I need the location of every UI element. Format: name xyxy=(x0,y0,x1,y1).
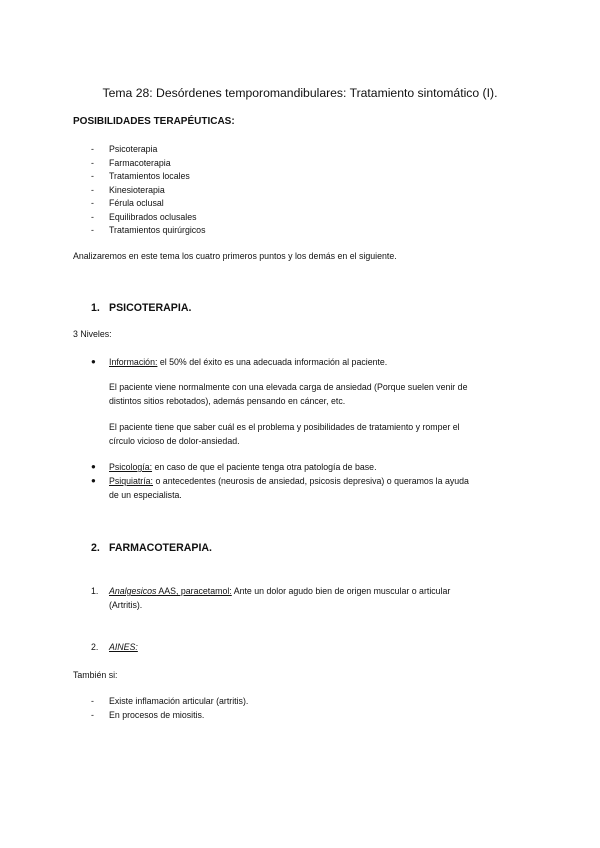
dash-marker: - xyxy=(91,157,94,168)
item-number: 1. xyxy=(91,586,99,596)
section-number: 1. xyxy=(91,302,100,314)
bullet-marker: ● xyxy=(91,357,96,366)
list-item xyxy=(91,708,205,722)
analgesicos-italic: Analgesicos xyxy=(109,586,157,596)
list-item-text: Existe inflamación articular (artritis). xyxy=(109,696,249,706)
list-item xyxy=(91,169,190,183)
section-title: FARMACOTERAPIA. xyxy=(109,542,212,554)
dash-marker: - xyxy=(91,710,94,720)
psiquiatria-text: o antecedentes (neurosis de ansiedad, psicosis depresiva) o queramos la ayuda xyxy=(153,476,469,486)
psiquiatria-label: Psiquiatría: xyxy=(109,476,154,486)
list-item-text: Kinesioterapia xyxy=(109,184,165,195)
section-title: PSICOTERAPIA. xyxy=(109,302,192,314)
list-item xyxy=(91,156,171,170)
list-item-text: Férula oclusal xyxy=(109,198,164,208)
dash-marker: - xyxy=(91,225,94,235)
paragraph-line: (Artritis). xyxy=(109,600,143,610)
dash-marker: - xyxy=(91,198,94,208)
informacion-label: Información: xyxy=(109,357,158,367)
niveles-label: 3 Niveles: xyxy=(73,329,112,339)
list-item-text: Farmacoterapia xyxy=(109,157,171,168)
list-item xyxy=(91,210,197,224)
dash-marker: - xyxy=(91,184,94,195)
paragraph-line: círculo vicioso de dolor-ansiedad. xyxy=(109,436,240,446)
posibilidades-heading: POSIBILIDADES TERAPÉUTICAS: xyxy=(73,116,235,127)
list-item xyxy=(91,183,165,197)
paragraph-line: distintos sitios rebotados), además pensando en cáncer, etc. xyxy=(109,396,346,406)
list-item-text: Tratamientos quirúrgicos xyxy=(109,225,206,235)
bullet-marker: ● xyxy=(91,462,96,471)
paragraph-line: El paciente viene normalmente con una elevada carga de ansiedad (Porque suelen venir de xyxy=(109,382,468,392)
intro-paragraph: Analizaremos en este tema los cuatro primeros puntos y los demás en el siguiente. xyxy=(73,251,397,261)
numbered-item-aines xyxy=(91,640,138,654)
paragraph-line: El paciente tiene que saber cuál es el problema y posibilidades de tratamiento y romper el xyxy=(109,422,460,432)
informacion-text: el 50% del éxito es una adecuada información al paciente. xyxy=(157,357,388,367)
list-item-text: Tratamientos locales xyxy=(109,171,190,181)
aines-label: AINES: xyxy=(109,642,138,652)
analgesicos-label: AAS, paracetamol: xyxy=(156,586,232,596)
numbered-item-analgesicos xyxy=(91,584,451,598)
tambien-label: También si: xyxy=(73,670,118,680)
page-title: Tema 28: Desórdenes temporomandibulares: Tratamiento sintomático (I). xyxy=(102,86,498,100)
dash-marker: - xyxy=(91,696,94,706)
list-item-text: En procesos de miositis. xyxy=(109,710,205,720)
dash-marker: - xyxy=(91,171,94,181)
dash-marker: - xyxy=(91,144,94,154)
list-item-text: Equilibrados oclusales xyxy=(109,211,197,222)
list-item xyxy=(91,694,249,708)
item-number: 2. xyxy=(91,642,99,652)
analgesicos-text: Ante un dolor agudo bien de origen muscular o articular xyxy=(231,586,451,596)
section-heading-psicoterapia xyxy=(91,302,192,314)
psicologia-label: Psicología: xyxy=(109,462,153,472)
psicologia-text: en caso de que el paciente tenga otra patología de base. xyxy=(152,462,377,472)
list-item xyxy=(91,142,158,156)
section-number: 2. xyxy=(91,542,100,554)
list-item-text: Psicoterapia xyxy=(109,144,158,154)
paragraph-line: de un especialista. xyxy=(109,490,182,500)
section-heading-farmacoterapia xyxy=(91,542,212,554)
dash-marker: - xyxy=(91,211,94,222)
bullet-marker: ● xyxy=(91,476,96,485)
list-item xyxy=(91,223,206,237)
list-item xyxy=(91,196,164,210)
